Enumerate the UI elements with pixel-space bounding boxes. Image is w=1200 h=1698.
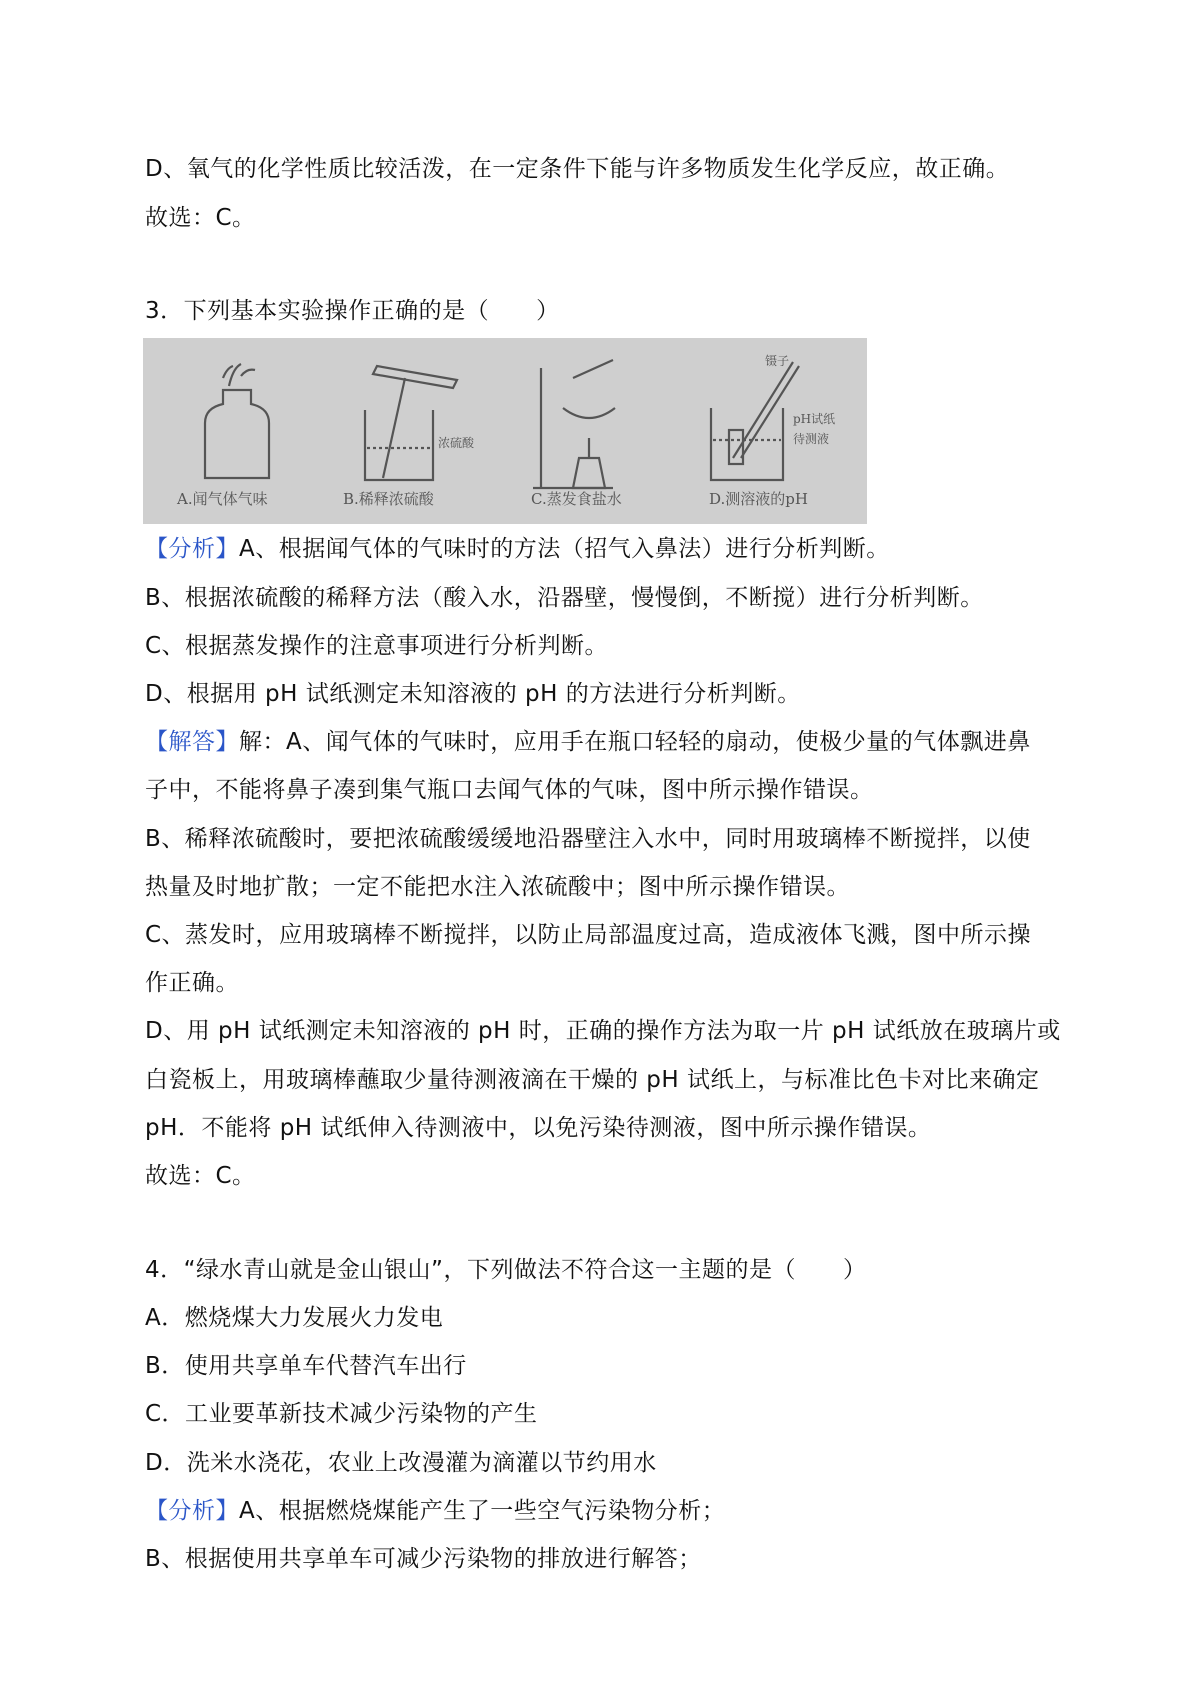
glass-rod-b: [383, 378, 405, 478]
beaker-d: [711, 408, 783, 480]
label-sulfuric-acid: 浓硫酸: [438, 436, 475, 450]
solution-line-2: 子中，不能将鼻子凑到集气瓶口去闻气体的气味，图中所示操作错误。: [145, 777, 874, 803]
solution-line-5: C、蒸发时，应用玻璃棒不断搅拌，以防止局部温度过高，造成液体飞溅，图中所示操: [145, 922, 1032, 948]
caption-b: B.稀释浓硫酸: [343, 490, 434, 508]
solution-choice: 故选：C。: [145, 1163, 256, 1189]
solution-line-6: 作正确。: [145, 970, 239, 996]
solution-line-8: 白瓷板上，用玻璃棒蘸取少量待测液滴在干燥的 pH 试纸上，与标准比色卡对比来确定: [145, 1067, 1040, 1093]
analysis4-line-b: B、根据使用共享单车可减少污染物的排放进行解答；: [145, 1546, 702, 1572]
label-test-liquid: 待测液: [793, 432, 830, 446]
solution-line-3: B、稀释浓硫酸时，要把浓硫酸缓缓地沿器壁注入水中，同时用玻璃棒不断搅拌，以使: [145, 826, 1031, 852]
rod-c: [573, 360, 613, 378]
analysis4-tag: 【分析】: [145, 1498, 239, 1524]
lab-operations-figure: [143, 338, 867, 524]
hand-sketch: [223, 364, 255, 386]
option-a: A．燃烧煤大力发展火力发电: [145, 1305, 444, 1331]
dish-c: [563, 408, 615, 418]
analysis-line-a: [145, 533, 1075, 565]
beaker-b: [365, 410, 433, 480]
solution-line-4: 热量及时地扩散；一定不能把水注入浓硫酸中；图中所示操作错误。: [145, 874, 850, 900]
option-b: B．使用共享单车代替汽车出行: [145, 1353, 467, 1379]
solution-line-1: [145, 726, 1075, 758]
choice-line: 故选：C。: [145, 205, 256, 231]
analysis4-text: A、根据燃烧煤能产生了一些空气污染物分析；: [239, 1498, 726, 1524]
caption-d: D.测溶液的pH: [709, 490, 808, 508]
question-3: 3．下列基本实验操作正确的是（ ）: [145, 298, 560, 324]
solution-tag: 【解答】: [145, 729, 239, 755]
solution-line-9: pH．不能将 pH 试纸伸入待测液中，以免污染待测液，图中所示操作错误。: [145, 1115, 932, 1141]
question-4: 4．“绿水青山就是金山银山”，下列做法不符合这一主题的是（ ）: [145, 1257, 867, 1283]
analysis-line-c: C、根据蒸发操作的注意事项进行分析判断。: [145, 633, 609, 659]
test-tube-b: [373, 366, 457, 388]
caption-c: C.蒸发食盐水: [531, 490, 622, 508]
answer-line: D、氧气的化学性质比较活泼，在一定条件下能与许多物质发生化学反应，故正确。: [145, 156, 1010, 182]
label-ph-paper: pH试纸: [793, 412, 836, 426]
lamp-c: [573, 438, 605, 488]
option-c: C．工业要革新技术减少污染物的产生: [145, 1401, 538, 1427]
analysis-line-d: D、根据用 pH 试纸测定未知溶液的 pH 的方法进行分析判断。: [145, 681, 801, 707]
solution-line-7: D、用 pH 试纸测定未知溶液的 pH 时，正确的操作方法为取一片 pH 试纸放在玻璃片或: [145, 1018, 1061, 1044]
label-tweezers: 镊子: [765, 354, 790, 368]
analysis-text: A、根据闻气体的气味时的方法（招气入鼻法）进行分析判断。: [239, 536, 890, 562]
gas-bottle: [205, 390, 269, 478]
caption-a: A.闻气体气味: [177, 490, 268, 508]
option-d: D．洗米水浇花，农业上改漫灌为滴灌以节约用水: [145, 1450, 657, 1476]
solution-text: 解：A、闻气体的气味时，应用手在瓶口轻轻的扇动，使极少量的气体飘进鼻: [239, 729, 1031, 755]
analysis-line-b: B、根据浓硫酸的稀释方法（酸入水，沿器壁，慢慢倒，不断搅）进行分析判断。: [145, 585, 984, 611]
analysis-tag: 【分析】: [145, 536, 239, 562]
analysis4-line-a: [145, 1495, 1075, 1527]
